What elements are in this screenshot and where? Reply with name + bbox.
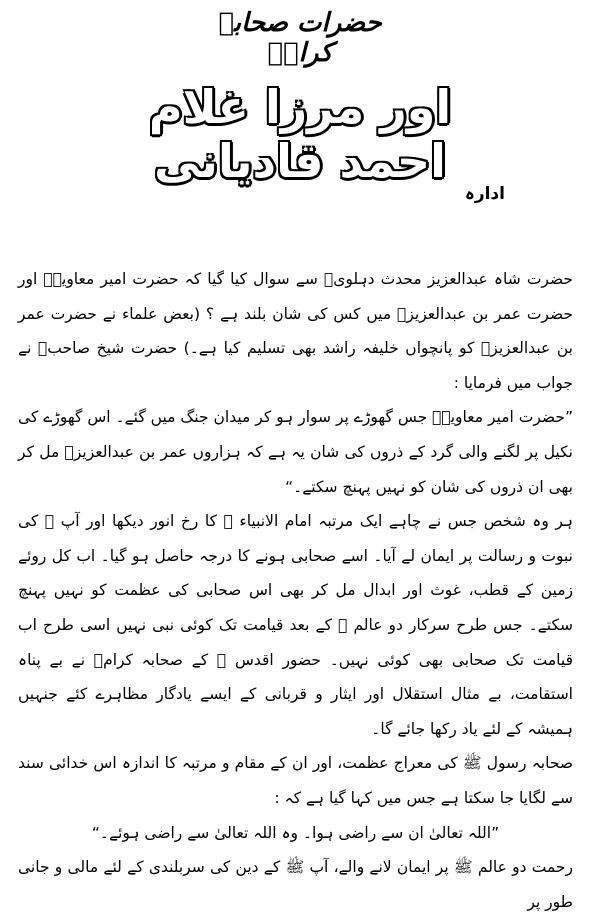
paragraph-3: ہر وہ شخص جس نے چاہے ایک مرتبہ امام الانبیاء ﷺ کا رخ انور دیکھا اور آپ ﷺ کی نبوت و رسالت پر ایمان لے آیا۔ اسے صحابی ہونے کا درجہ حاصل ہو گیا۔ اب کل روئے زمین کے قطب، غوث اور ابدال مل کر بھی اس صحابی کی عظمت کو نہیں پہنچ سکتے۔ جس طرح سرکار دو عالم ﷺ کے بعد قیامت تک کوئی نبی نہیں اسی طرح اب قیامت تک صحابی بھی کوئی نہیں۔ حضور اقدس ﷺ کے صحابہ کرامؓ نے بے پناہ استقامت، بے مثال استقلال اور ایثار و قربانی کے ایسے یادگار مظاہرے کئے جنہیں ہمیشہ کے لئے یاد رکھا جائے گا۔ xyxy=(18,512,573,738)
paragraph-5: رحمت دو عالم ﷺ پر ایمان لانے والے، آپ ﷺ کے دین کی سربلندی کے لئے مالی و جانی طور پر xyxy=(18,858,573,911)
article-body xyxy=(18,262,573,919)
paragraph-4: صحابہ رسول ﷺ کی معراج عظمت، اور ان کے مقام و مرتبہ کا اندازہ اس خدائی سند سے لگایا جا سکتا ہے جس میں کہا گیا ہے کہ : xyxy=(18,754,573,807)
article-title-main: اور مرزا غلام احمد قادیانی xyxy=(148,80,452,188)
article-title-top: حضرات صحابہ کرامؓ xyxy=(218,8,382,68)
paragraph-2-quote: ”حضرت امیر معاویہؓ جس گھوڑے پر سوار ہو کر میدان جنگ میں گئے۔ اس گھوڑے کی نکیل پر لگنے والی گرد کے ذروں کی شان یہ ہے کہ ہزاروں عمر بن عبدالعزیزؒ مل کر بھی ان ذروں کی شان کو نہیں پہنچ سکتے۔“ xyxy=(18,408,573,496)
quran-quote: ”اللہ تعالیٰ ان سے راضی ہوا۔ وہ اللہ تعالیٰ سے راضی ہوئے۔“ xyxy=(91,823,500,842)
paragraph-1: حضرت شاہ عبدالعزیز محدث دہلویؒ سے سوال کیا گیا کہ حضرت امیر معاویہؓ اور حضرت عمر بن عبدالعزیزؒ میں کس کی شان بلند ہے ؟ (بعض علماء نے حضرت عمر بن عبدالعزیزؒ کو پانچواں خلیفہ راشد بھی تسلیم کیا ہے۔) حضرت شیخ صاحبؒ نے جواب میں فرمایا : xyxy=(18,270,573,392)
author-label: ادارہ xyxy=(464,184,505,204)
